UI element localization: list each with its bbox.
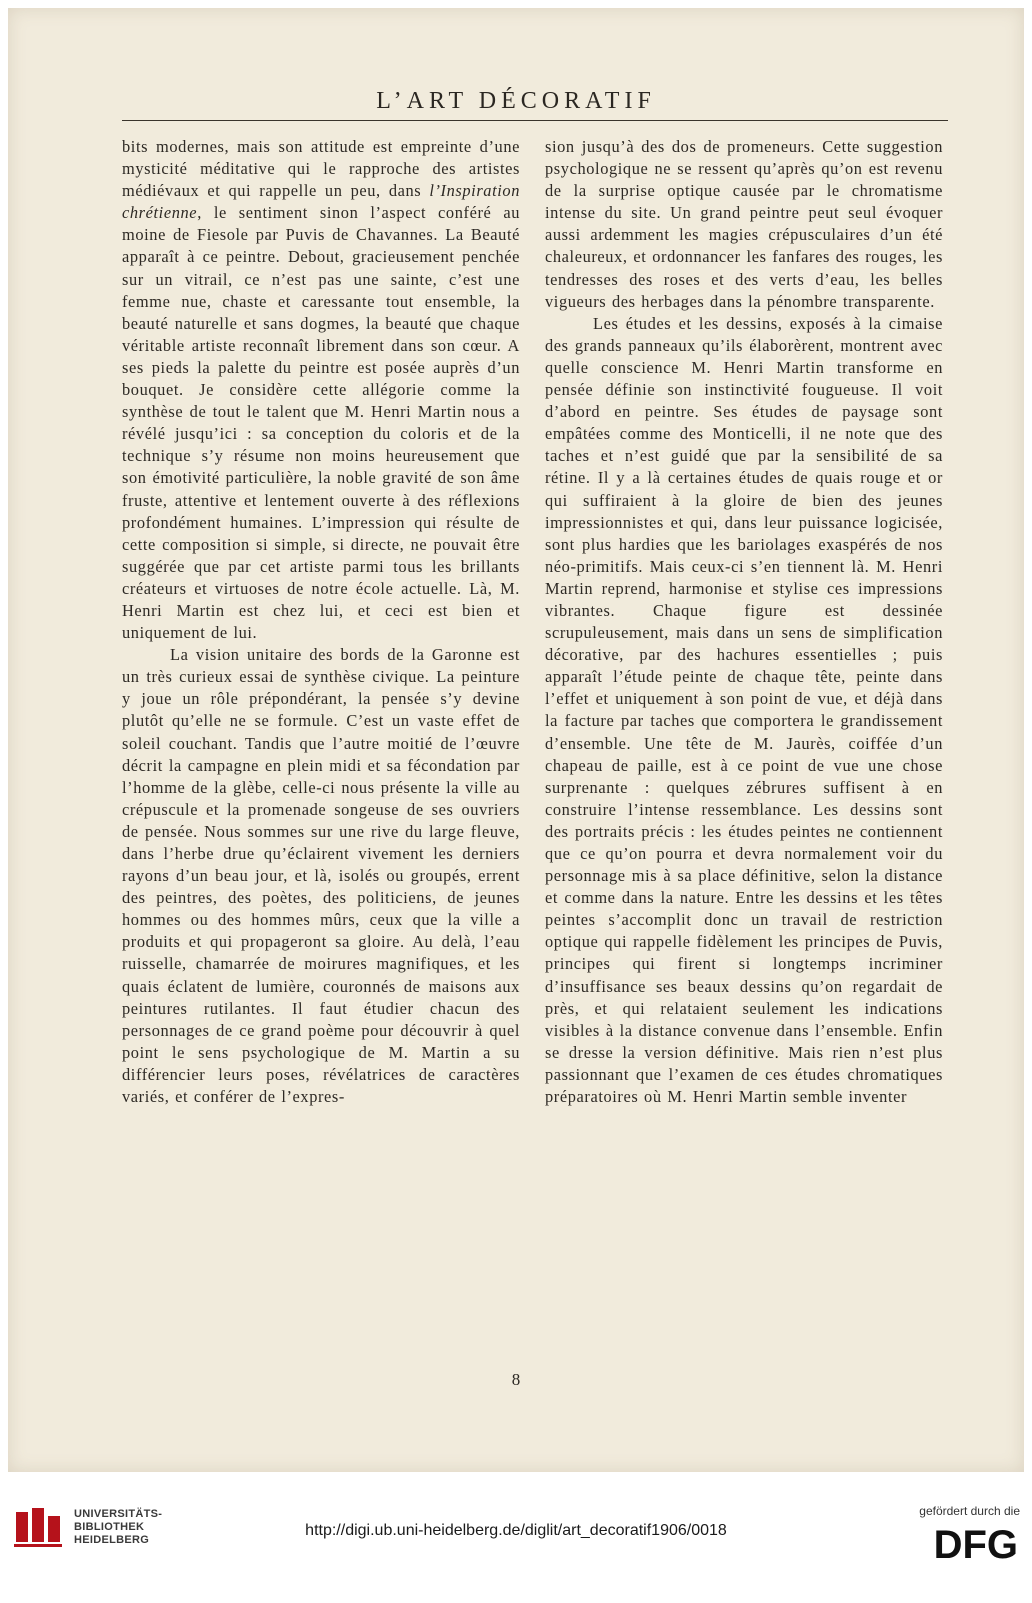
running-header: L’ART DÉCORATIF [376, 88, 656, 114]
right-paragraph-1: sion jusqu’à des dos de promeneurs. Cette suggestion psychologique ne se ressent qu’après qu’on est revenu de la surprise optique causée par le chromatisme intense du site. Un grand peintre peut seul évoquer aussi ardemment les magies crépusculaires d’un été chaleureux, et ordonnancer les fanfares des rouges, les tendresses des roses et des verts d’eau, les belles vigueurs des herbages dans la pénombre transparente. [545, 137, 943, 311]
right-paragraph-2: Les études et les dessins, exposés à la cimaise des grands panneaux qu’ils élaborèrent, montrent avec quelle conscience M. Henri Martin transforme en pensée définie son instinctivité fougueuse. Il voit d’abord en peintre. Ses études de paysage sont empâtées comme des Monticelli, il ne note que des taches et n’est guidé que par la sensibilité de sa rétine. Il y a là certaines études de quais rouge et or qui suffiraient à la gloire de bien des jeunes impressionnistes et qui, dans leur puissance logicisée, sont plus hardies que les bariolages exaspérés de nos néo-primitifs. Mais ceux-ci s’en tiennent là. M. Henri Martin reprend, harmonise et stylise ces impressions vibrantes. Chaque figure est dessinée scrupuleusement, mais dans un sens de simplification décorative, par des hachures essentielles ; puis apparaît l’étude peinte de chaque tête, peinte dans l’effet et uniquement à son point de vue, et déjà dans la facture par taches que comportera le grandissement d’ensemble. Une tête de M. Jaurès, coiffée d’un chapeau de paille, est à ce point de vue une chose surprenante : quelques zébrures suffisent à en construire l’intense ressemblance. Les dessins sont des portraits précis : les études peintes ne contiennent que ce qu’on pourra et devra normalement voir du personnage mis à sa place définitive, selon la distance et comme dans la nature. Entre les dessins et les têtes peintes s’accomplit donc un travail de restriction optique qui rappelle fidèlement les principes de Puvis, principes qui firent si longtemps incriminer d’insuffisance ses beaux dessins qu’on regardait de près, et qui relataient seulement les indications visibles à la distance convenue dans l’ensemble. Enfin se dresse la version définitive. Mais rien n’est plus passionnant que l’examen de ces études chromatiques préparatoires où M. Henri Martin semble inventer [545, 313, 943, 1107]
footer-bar [0, 1472, 1032, 1603]
italic-title: l’Inspiration chrétienne [122, 181, 520, 223]
page-number: 8 [511, 1370, 521, 1389]
source-url-link[interactable]: http://digi.ub.uni-heidelberg.de/diglit/art_decoratif1906/0018 [305, 1522, 727, 1539]
left-paragraph-1: bits modernes, mais son attitude est empreinte d’une mysticité méditative qui le rapproche des artistes médiévaux et qui rappelle un peu, dans l’Inspiration chrétienne, le sentiment sinon l’aspect conféré au moine de Fiesole par Puvis de Chavannes. La Beauté apparaît à ce peintre. Debout, gracieusement penchée sur un vitrail, ce n’est pas une sainte, c’est une femme nue, chaste et caressante tout ensemble, la beauté naturelle et sans dogmes, la beauté que chaque véritable artiste reconnaît librement dans son cœur. A ses pieds la palette du peintre est posée auprès d’un bouquet. Je considère cette allégorie comme la synthèse de tout le talent que M. Henri Martin nous a révélé jusqu’ici : sa conception du coloris et de la technique s’y résume non moins heureusement que son émotivité particulière, la noble gravité de son âme fruste, attentive et lentement ouverte à des réflexions profondément humaines. L’impression qui résulte de cette composition si simple, si directe, ne pouvait être suggérée que par cet artiste parmi tous les brillants créateurs et virtuoses de notre école actuelle. Là, M. Henri Martin est chez lui, et ceci est bien et uniquement de lui. [122, 137, 520, 643]
institution-name: UNIVERSITÄTS- BIBLIOTHEK HEIDELBERG [74, 1508, 163, 1546]
header-rule [122, 120, 948, 121]
dfg-logo-text: DFG [933, 1523, 1018, 1562]
dfg-logo-icon [910, 1522, 1020, 1562]
left-column [122, 136, 520, 1108]
right-column [545, 136, 943, 1108]
funder-label: gefördert durch die [919, 1504, 1020, 1518]
left-paragraph-2: La vision unitaire des bords de la Garonne est un très curieux essai de synthèse civique. La peinture y joue un rôle prépondérant, la pensée s’y devine plutôt qu’elle ne se formule. C’est un vaste effet de soleil couchant. Tandis que l’autre moitié de l’œuvre décrit la campagne en plein midi et sa fécondation par l’homme de la glèbe, celle-ci nous présente la ville au crépuscule et la promenade songeuse de ses ouvriers de pensée. Nous sommes sur une rive du large fleuve, dans l’herbe drue qu’éclairent vivement les derniers rayons d’un beau jour, et là, isolés ou groupés, errent des peintres, des poètes, des politiciens, de jeunes hommes ou des hommes mûrs, ceux que la ville a produits et qui propageront sa gloire. Au delà, l’eau ruisselle, chamarrée de moirures magnifiques, et les quais éclatent de lumière, couronnés de maisons aux peintures rutilantes. Il faut étudier chacun des personnages de ce grand poème pour découvrir à quel point le sens psychologique de M. Martin a su différencier leurs poses, révélatrices de caractères variés, et conférer de l’expres- [122, 645, 520, 1107]
